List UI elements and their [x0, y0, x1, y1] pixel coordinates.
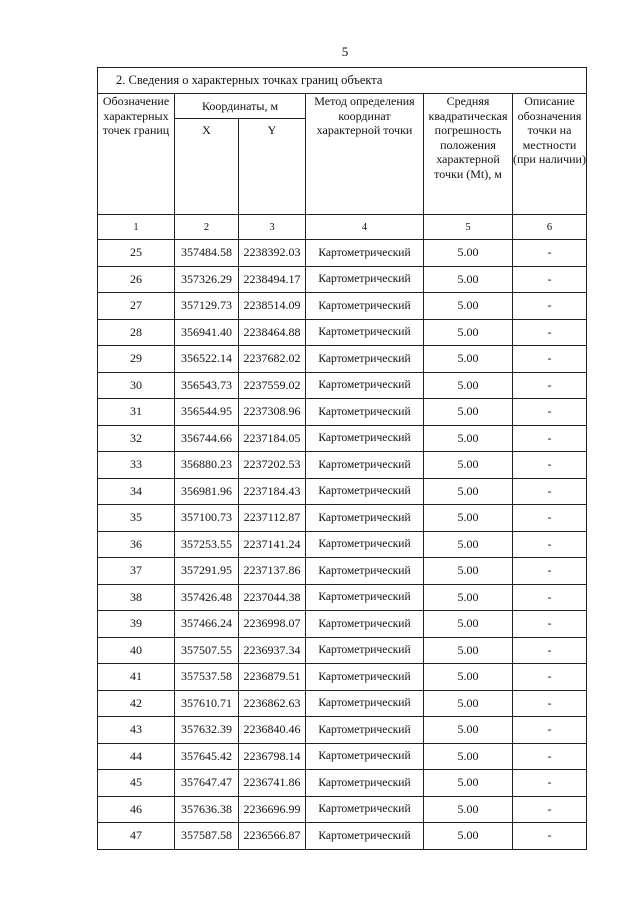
- accuracy-cell: 5.00: [424, 690, 513, 717]
- y-coordinate-cell: 2237682.02: [239, 346, 306, 373]
- table-row: [98, 505, 587, 532]
- y-coordinate-cell: 2237112.87: [239, 505, 306, 532]
- column-number: 4: [306, 215, 424, 240]
- x-coordinate-cell: 357610.71: [175, 690, 239, 717]
- table-row: [98, 690, 587, 717]
- column-numbers-row: [98, 215, 587, 240]
- accuracy-cell: 5.00: [424, 425, 513, 452]
- method-cell: Картометрический: [306, 611, 424, 638]
- point-id-cell: 32: [98, 425, 175, 452]
- point-id-cell: 33: [98, 452, 175, 479]
- description-cell: -: [513, 611, 587, 638]
- x-coordinate-cell: 357632.39: [175, 717, 239, 744]
- table-row: [98, 531, 587, 558]
- point-id-cell: 27: [98, 293, 175, 320]
- y-coordinate-cell: 2236566.87: [239, 823, 306, 850]
- point-id-cell: 38: [98, 584, 175, 611]
- description-cell: -: [513, 505, 587, 532]
- y-coordinate-cell: 2236696.99: [239, 796, 306, 823]
- x-coordinate-cell: 356941.40: [175, 319, 239, 346]
- y-coordinate-cell: 2236998.07: [239, 611, 306, 638]
- accuracy-cell: 5.00: [424, 796, 513, 823]
- point-id-cell: 47: [98, 823, 175, 850]
- x-coordinate-cell: 357253.55: [175, 531, 239, 558]
- point-id-cell: 40: [98, 637, 175, 664]
- accuracy-cell: 5.00: [424, 823, 513, 850]
- method-cell: Картометрический: [306, 452, 424, 479]
- method-cell: Картометрический: [306, 319, 424, 346]
- description-cell: -: [513, 478, 587, 505]
- x-coordinate-cell: 357507.55: [175, 637, 239, 664]
- description-cell: -: [513, 319, 587, 346]
- y-coordinate-cell: 2238494.17: [239, 266, 306, 293]
- x-coordinate-cell: 356544.95: [175, 399, 239, 426]
- accuracy-cell: 5.00: [424, 531, 513, 558]
- y-coordinate-cell: 2236937.34: [239, 637, 306, 664]
- description-cell: -: [513, 584, 587, 611]
- y-coordinate-cell: 2236840.46: [239, 717, 306, 744]
- x-coordinate-cell: 357426.48: [175, 584, 239, 611]
- x-coordinate-cell: 356543.73: [175, 372, 239, 399]
- point-id-cell: 31: [98, 399, 175, 426]
- method-cell: Картометрический: [306, 240, 424, 267]
- x-coordinate-cell: 357587.58: [175, 823, 239, 850]
- method-cell: Картометрический: [306, 346, 424, 373]
- description-cell: -: [513, 531, 587, 558]
- accuracy-cell: 5.00: [424, 717, 513, 744]
- point-id-cell: 39: [98, 611, 175, 638]
- x-coordinate-cell: 357466.24: [175, 611, 239, 638]
- accuracy-cell: 5.00: [424, 478, 513, 505]
- header-accuracy: Средняя квадратическая погрешность положения характерной точки (Mt), м: [424, 94, 513, 215]
- description-cell: -: [513, 240, 587, 267]
- table-row: [98, 478, 587, 505]
- method-cell: Картометрический: [306, 478, 424, 505]
- accuracy-cell: 5.00: [424, 319, 513, 346]
- header-designation: Обозначение характерных точек границ: [98, 94, 175, 215]
- x-coordinate-cell: 357326.29: [175, 266, 239, 293]
- method-cell: Картометрический: [306, 637, 424, 664]
- description-cell: -: [513, 452, 587, 479]
- point-id-cell: 30: [98, 372, 175, 399]
- table-row: [98, 796, 587, 823]
- point-id-cell: 25: [98, 240, 175, 267]
- accuracy-cell: 5.00: [424, 637, 513, 664]
- x-coordinate-cell: 357647.47: [175, 770, 239, 797]
- description-cell: -: [513, 399, 587, 426]
- accuracy-cell: 5.00: [424, 266, 513, 293]
- accuracy-cell: 5.00: [424, 372, 513, 399]
- table-row: [98, 372, 587, 399]
- point-id-cell: 36: [98, 531, 175, 558]
- table-row: [98, 240, 587, 267]
- description-cell: -: [513, 425, 587, 452]
- table-row: [98, 637, 587, 664]
- point-id-cell: 35: [98, 505, 175, 532]
- table-row: [98, 319, 587, 346]
- description-cell: -: [513, 823, 587, 850]
- point-id-cell: 44: [98, 743, 175, 770]
- y-coordinate-cell: 2236879.51: [239, 664, 306, 691]
- y-coordinate-cell: 2237137.86: [239, 558, 306, 585]
- accuracy-cell: 5.00: [424, 584, 513, 611]
- table-row: [98, 425, 587, 452]
- method-cell: Картометрический: [306, 823, 424, 850]
- method-cell: Картометрический: [306, 425, 424, 452]
- table-row: [98, 399, 587, 426]
- accuracy-cell: 5.00: [424, 505, 513, 532]
- y-coordinate-cell: 2237202.53: [239, 452, 306, 479]
- header-x: X: [175, 119, 239, 215]
- y-coordinate-cell: 2237559.02: [239, 372, 306, 399]
- accuracy-cell: 5.00: [424, 558, 513, 585]
- method-cell: Картометрический: [306, 770, 424, 797]
- description-cell: -: [513, 796, 587, 823]
- x-coordinate-cell: 356981.96: [175, 478, 239, 505]
- point-id-cell: 28: [98, 319, 175, 346]
- description-cell: -: [513, 770, 587, 797]
- accuracy-cell: 5.00: [424, 399, 513, 426]
- x-coordinate-cell: 357291.95: [175, 558, 239, 585]
- x-coordinate-cell: 356744.66: [175, 425, 239, 452]
- y-coordinate-cell: 2238464.88: [239, 319, 306, 346]
- method-cell: Картометрический: [306, 796, 424, 823]
- table-row: [98, 823, 587, 850]
- method-cell: Картометрический: [306, 558, 424, 585]
- point-id-cell: 29: [98, 346, 175, 373]
- y-coordinate-cell: 2237141.24: [239, 531, 306, 558]
- table-row: [98, 266, 587, 293]
- table-row: [98, 743, 587, 770]
- point-id-cell: 45: [98, 770, 175, 797]
- page-number: 5: [341, 44, 349, 59]
- x-coordinate-cell: 357484.58: [175, 240, 239, 267]
- point-id-cell: 26: [98, 266, 175, 293]
- method-cell: Картометрический: [306, 399, 424, 426]
- column-number: 5: [424, 215, 513, 240]
- accuracy-cell: 5.00: [424, 240, 513, 267]
- x-coordinate-cell: 357636.38: [175, 796, 239, 823]
- header-y: Y: [239, 119, 306, 215]
- header-method: Метод определения координат характерной точки: [306, 94, 424, 215]
- description-cell: -: [513, 558, 587, 585]
- accuracy-cell: 5.00: [424, 743, 513, 770]
- header-coordinates: Координаты, м: [175, 94, 306, 119]
- method-cell: Картометрический: [306, 266, 424, 293]
- method-cell: Картометрический: [306, 690, 424, 717]
- section-title: 2. Сведения о характерных точках границ объекта: [98, 68, 587, 94]
- description-cell: -: [513, 637, 587, 664]
- description-cell: -: [513, 346, 587, 373]
- y-coordinate-cell: 2236862.63: [239, 690, 306, 717]
- method-cell: Картометрический: [306, 505, 424, 532]
- method-cell: Картометрический: [306, 531, 424, 558]
- point-id-cell: 37: [98, 558, 175, 585]
- table-row: [98, 293, 587, 320]
- table-row: [98, 770, 587, 797]
- description-cell: -: [513, 293, 587, 320]
- x-coordinate-cell: 357537.58: [175, 664, 239, 691]
- table-body: [98, 240, 587, 850]
- y-coordinate-cell: 2238514.09: [239, 293, 306, 320]
- column-number: 3: [239, 215, 306, 240]
- boundary-points-table: [97, 67, 587, 850]
- y-coordinate-cell: 2238392.03: [239, 240, 306, 267]
- y-coordinate-cell: 2237308.96: [239, 399, 306, 426]
- method-cell: Картометрический: [306, 664, 424, 691]
- method-cell: Картометрический: [306, 717, 424, 744]
- column-number: 1: [98, 215, 175, 240]
- description-cell: -: [513, 664, 587, 691]
- method-cell: Картометрический: [306, 293, 424, 320]
- y-coordinate-cell: 2236798.14: [239, 743, 306, 770]
- description-cell: -: [513, 372, 587, 399]
- table-row: [98, 717, 587, 744]
- x-coordinate-cell: 356522.14: [175, 346, 239, 373]
- y-coordinate-cell: 2237184.05: [239, 425, 306, 452]
- column-number: 2: [175, 215, 239, 240]
- y-coordinate-cell: 2237184.43: [239, 478, 306, 505]
- accuracy-cell: 5.00: [424, 611, 513, 638]
- column-number: 6: [513, 215, 587, 240]
- accuracy-cell: 5.00: [424, 293, 513, 320]
- x-coordinate-cell: 356880.23: [175, 452, 239, 479]
- table-row: [98, 452, 587, 479]
- x-coordinate-cell: 357100.73: [175, 505, 239, 532]
- accuracy-cell: 5.00: [424, 346, 513, 373]
- point-id-cell: 41: [98, 664, 175, 691]
- x-coordinate-cell: 357645.42: [175, 743, 239, 770]
- method-cell: Картометрический: [306, 372, 424, 399]
- description-cell: -: [513, 690, 587, 717]
- point-id-cell: 42: [98, 690, 175, 717]
- table-row: [98, 558, 587, 585]
- y-coordinate-cell: 2237044.38: [239, 584, 306, 611]
- accuracy-cell: 5.00: [424, 770, 513, 797]
- description-cell: -: [513, 743, 587, 770]
- table-row: [98, 346, 587, 373]
- y-coordinate-cell: 2236741.86: [239, 770, 306, 797]
- point-id-cell: 46: [98, 796, 175, 823]
- method-cell: Картометрический: [306, 584, 424, 611]
- point-id-cell: 34: [98, 478, 175, 505]
- accuracy-cell: 5.00: [424, 664, 513, 691]
- description-cell: -: [513, 717, 587, 744]
- x-coordinate-cell: 357129.73: [175, 293, 239, 320]
- table-row: [98, 584, 587, 611]
- method-cell: Картометрический: [306, 743, 424, 770]
- table-row: [98, 664, 587, 691]
- point-id-cell: 43: [98, 717, 175, 744]
- accuracy-cell: 5.00: [424, 452, 513, 479]
- description-cell: -: [513, 266, 587, 293]
- table-row: [98, 611, 587, 638]
- header-description: Описание обозначения точки на местности (при наличии): [513, 94, 587, 215]
